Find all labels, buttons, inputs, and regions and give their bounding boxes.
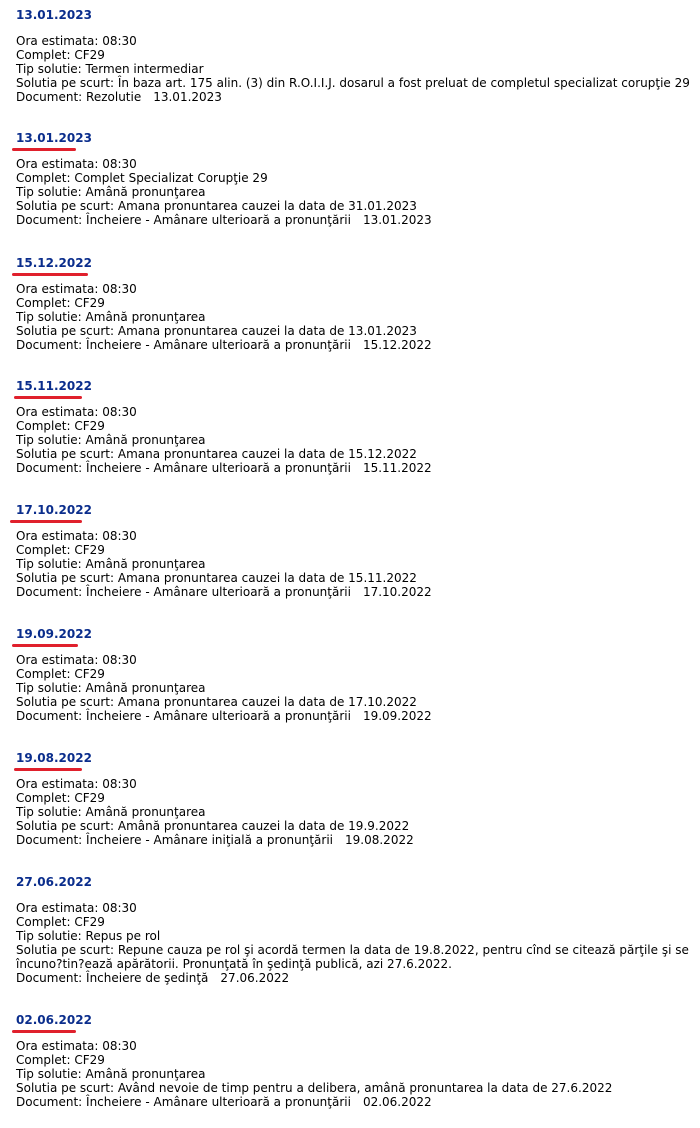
document-date: 17.10.2022 (362, 585, 432, 599)
solution-summary-line: Solutia pe scurt: Repune cauza pe rol şi acordă termen la data de 19.8.2022, pentru cînd se citează părţile şi se încuno?tin?ează apărătorii. Pronunţată în şedinţă publică, azi 27.6.2022. (16, 943, 689, 971)
hearing-date: 17.10.2022 (16, 503, 92, 517)
solution-type: Amână pronunţarea (85, 681, 206, 695)
panel: Complet Specializat Corupţie 29 (74, 171, 268, 185)
estimated-time-line: Ora estimata: 08:30 (16, 653, 137, 667)
panel-line: Complet: Complet Specializat Corupţie 29 (16, 171, 268, 185)
solution-type: Amână pronunţarea (85, 433, 206, 447)
hearing-details (16, 1039, 690, 1109)
document-type: Încheiere - Amânare ulterioară a pronunţării (86, 1095, 351, 1109)
solution-type-line: Tip solutie: Amână pronunţarea (16, 805, 206, 819)
solution-summary: Amana pronuntarea cauzei la data de 17.10.2022 (117, 695, 417, 709)
solution-summary: Amana pronuntarea cauzei la data de 31.01.2023 (117, 199, 417, 213)
solution-type: Amână pronunţarea (85, 557, 206, 571)
solution-type-line: Tip solutie: Amână pronunţarea (16, 185, 206, 199)
hearing-date: 19.09.2022 (16, 627, 92, 641)
estimated-time: 08:30 (102, 901, 137, 915)
estimated-time: 08:30 (102, 1039, 137, 1053)
date-underline (14, 396, 82, 399)
panel-line: Complet: CF29 (16, 48, 105, 62)
document-line: Document: Încheiere - Amânare ulterioară a pronunţării 19.09.2022 (16, 709, 432, 723)
estimated-time: 08:30 (102, 157, 137, 171)
document-type: Încheiere - Amânare ulterioară a pronunţării (86, 461, 351, 475)
hearing-details (16, 653, 690, 723)
estimated-time-line: Ora estimata: 08:30 (16, 282, 137, 296)
panel: CF29 (74, 543, 105, 557)
document-date: 19.08.2022 (345, 833, 414, 847)
solution-type-line: Tip solutie: Amână pronunţarea (16, 310, 206, 324)
document-type: Rezolutie (86, 90, 142, 104)
estimated-time-line: Ora estimata: 08:30 (16, 777, 137, 791)
panel-line: Complet: CF29 (16, 543, 105, 557)
estimated-time-line: Ora estimata: 08:30 (16, 157, 137, 171)
estimated-time: 08:30 (102, 777, 137, 791)
hearing-details (16, 157, 690, 227)
solution-type-line: Tip solutie: Amână pronunţarea (16, 681, 206, 695)
document-line: Document: Încheiere - Amânare ulterioară a pronunţării 02.06.2022 (16, 1095, 432, 1109)
solution-summary: În baza art. 175 alin. (3) din R.O.I.I.J. dosarul a fost preluat de completul specializat corupţie 29 (117, 76, 690, 90)
document-line: Document: Rezolutie 13.01.2023 (16, 90, 222, 104)
document-line: Document: Încheiere - Amânare ulterioară a pronunţării 13.01.2023 (16, 213, 432, 227)
document-date: 13.01.2023 (362, 213, 432, 227)
solution-summary-line: Solutia pe scurt: Amana pronuntarea cauzei la data de 15.12.2022 (16, 447, 417, 461)
document-date: 27.06.2022 (220, 971, 290, 985)
solution-type: Amână pronunţarea (85, 805, 206, 819)
estimated-time-line: Ora estimata: 08:30 (16, 901, 137, 915)
panel-line: Complet: CF29 (16, 296, 105, 310)
date-underline (12, 273, 88, 276)
hearing-details (16, 901, 690, 985)
solution-summary: Amana pronuntarea cauzei la data de 15.12.2022 (117, 447, 417, 461)
estimated-time: 08:30 (102, 653, 137, 667)
document-date: 19.09.2022 (362, 709, 432, 723)
panel-line: Complet: CF29 (16, 1053, 105, 1067)
solution-summary-line: Solutia pe scurt: În baza art. 175 alin. (3) din R.O.I.I.J. dosarul a fost preluat de completul specializat corupţie 29 (16, 76, 690, 90)
panel: CF29 (74, 1053, 105, 1067)
panel: CF29 (74, 667, 105, 681)
solution-type-line: Tip solutie: Termen intermediar (16, 62, 204, 76)
estimated-time: 08:30 (102, 34, 137, 48)
document-line: Document: Încheiere de şedinţă 27.06.2022 (16, 971, 290, 985)
panel-line: Complet: CF29 (16, 791, 105, 805)
panel: CF29 (74, 48, 105, 62)
hearing-date: 15.12.2022 (16, 256, 92, 270)
date-underline (12, 148, 76, 151)
estimated-time-line: Ora estimata: 08:30 (16, 1039, 137, 1053)
hearing-details (16, 529, 690, 599)
date-underline (10, 520, 82, 523)
solution-type: Termen intermediar (85, 62, 204, 76)
document-type: Încheiere - Amânare ulterioară a pronunţării (86, 213, 351, 227)
panel: CF29 (74, 791, 105, 805)
hearing-details (16, 34, 690, 104)
panel-line: Complet: CF29 (16, 667, 105, 681)
document-date: 15.11.2022 (362, 461, 432, 475)
document-date: 02.06.2022 (362, 1095, 432, 1109)
solution-summary: Amână pronuntarea cauzei la data de 19.9.2022 (117, 819, 410, 833)
estimated-time-line: Ora estimata: 08:30 (16, 405, 137, 419)
solution-type: Amână pronunţarea (85, 1067, 206, 1081)
solution-summary-line: Solutia pe scurt: Amana pronuntarea cauzei la data de 15.11.2022 (16, 571, 417, 585)
hearing-date: 02.06.2022 (16, 1013, 92, 1027)
panel: CF29 (74, 419, 105, 433)
solution-type: Amână pronunţarea (85, 185, 206, 199)
estimated-time: 08:30 (102, 282, 137, 296)
solution-summary-line: Solutia pe scurt: Amână pronuntarea cauzei la data de 19.9.2022 (16, 819, 410, 833)
solution-summary: Repune cauza pe rol şi acordă termen la data de 19.8.2022, pentru cînd se citează părţile şi se încuno?tin?ează apărătorii. Pronunţată în şedinţă publică, azi 27.6.2022. (16, 943, 689, 971)
document-type: Încheiere de şedinţă (86, 971, 209, 985)
hearing-date: 15.11.2022 (16, 379, 92, 393)
document-type: Încheiere - Amânare ulterioară a pronunţării (86, 338, 351, 352)
date-underline (12, 644, 78, 647)
solution-type-line: Tip solutie: Repus pe rol (16, 929, 161, 943)
hearing-date: 13.01.2023 (16, 8, 92, 22)
estimated-time-line: Ora estimata: 08:30 (16, 529, 137, 543)
solution-type-line: Tip solutie: Amână pronunţarea (16, 433, 206, 447)
solution-summary-line: Solutia pe scurt: Amana pronuntarea cauzei la data de 13.01.2023 (16, 324, 417, 338)
hearing-details (16, 777, 690, 847)
panel-line: Complet: CF29 (16, 419, 105, 433)
estimated-time: 08:30 (102, 529, 137, 543)
document-line: Document: Încheiere - Amânare ulterioară a pronunţării 15.11.2022 (16, 461, 432, 475)
solution-summary: Amana pronuntarea cauzei la data de 15.11.2022 (117, 571, 417, 585)
document-type: Încheiere - Amânare ulterioară a pronunţării (86, 585, 351, 599)
hearing-date: 19.08.2022 (16, 751, 92, 765)
solution-type: Amână pronunţarea (85, 310, 206, 324)
solution-type-line: Tip solutie: Amână pronunţarea (16, 1067, 206, 1081)
panel: CF29 (74, 296, 105, 310)
solution-summary: Amana pronuntarea cauzei la data de 13.01.2023 (117, 324, 417, 338)
date-underline (14, 768, 82, 771)
estimated-time: 08:30 (102, 405, 137, 419)
document-date: 15.12.2022 (362, 338, 432, 352)
hearing-details (16, 282, 690, 352)
solution-type: Repus pe rol (85, 929, 161, 943)
hearing-date: 13.01.2023 (16, 131, 92, 145)
solution-summary-line: Solutia pe scurt: Amana pronuntarea cauzei la data de 17.10.2022 (16, 695, 417, 709)
hearing-details (16, 405, 690, 475)
document-date: 13.01.2023 (153, 90, 222, 104)
document-line: Document: Încheiere - Amânare ulterioară a pronunţării 17.10.2022 (16, 585, 432, 599)
document-line: Document: Încheiere - Amânare ulterioară a pronunţării 15.12.2022 (16, 338, 432, 352)
solution-summary-line: Solutia pe scurt: Amana pronuntarea cauzei la data de 31.01.2023 (16, 199, 417, 213)
estimated-time-line: Ora estimata: 08:30 (16, 34, 137, 48)
document-line: Document: Încheiere - Amânare iniţială a pronunţării 19.08.2022 (16, 833, 414, 847)
document-type: Încheiere - Amânare ulterioară a pronunţării (86, 709, 351, 723)
solution-summary: Având nevoie de timp pentru a delibera, amână pronuntarea la data de 27.6.2022 (117, 1081, 613, 1095)
panel: CF29 (74, 915, 105, 929)
date-underline (12, 1030, 76, 1033)
hearing-date: 27.06.2022 (16, 875, 92, 889)
panel-line: Complet: CF29 (16, 915, 105, 929)
solution-summary-line: Solutia pe scurt: Având nevoie de timp pentru a delibera, amână pronuntarea la data de 27.6.2022 (16, 1081, 613, 1095)
solution-type-line: Tip solutie: Amână pronunţarea (16, 557, 206, 571)
document-type: Încheiere - Amânare iniţială a pronunţării (86, 833, 334, 847)
